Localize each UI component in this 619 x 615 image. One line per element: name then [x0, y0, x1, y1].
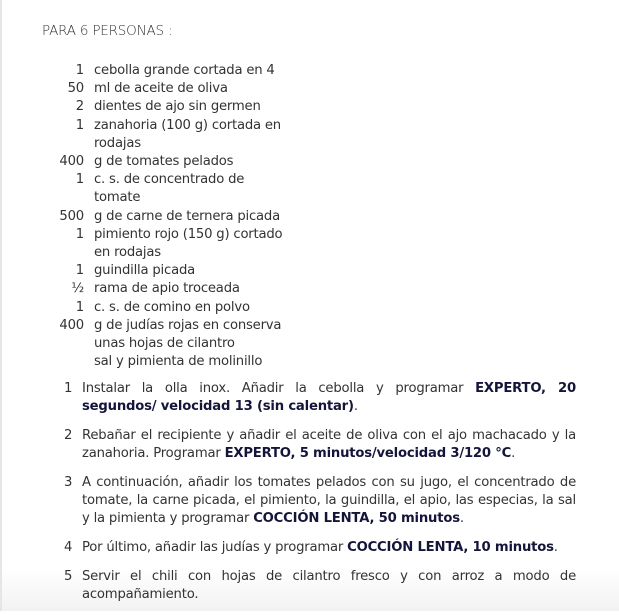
step-list: [58, 380, 576, 615]
servings-heading: PARA 6 PERSONAS :: [42, 23, 173, 39]
step-item: [58, 380, 576, 416]
ingredient-quantity: 400: [59, 154, 84, 170]
step-text: [82, 380, 576, 416]
ingredient-description: pimiento rojo (150 g) cortado en rodajas: [94, 226, 283, 261]
ingredient-item: [42, 62, 322, 80]
ingredient-item: [42, 208, 322, 226]
ingredient-description: g de judías rojas en conserva: [94, 317, 282, 333]
ingredient-quantity: 2: [75, 99, 84, 115]
step-text-end: .: [459, 511, 464, 526]
step-text: [82, 474, 576, 528]
ingredient-item: [42, 80, 322, 98]
step-text-end: .: [511, 446, 516, 461]
step-number: 4: [64, 540, 73, 555]
ingredient-quantity: 50: [67, 81, 84, 97]
ingredient-item: [42, 171, 322, 207]
ingredient-item: [42, 98, 322, 116]
step-text-end: .: [553, 540, 558, 555]
step-number: 1: [64, 381, 73, 396]
ingredient-description: c. s. de concentrado de tomate: [94, 172, 245, 206]
ingredient-item: [42, 153, 322, 171]
ingredient-quantity: 1: [75, 226, 84, 242]
ingredient-description: dientes de ajo sin germen: [94, 99, 261, 115]
step-text-end: .: [353, 399, 358, 414]
ingredient-description: g de tomates pelados: [94, 154, 234, 170]
step-item: [58, 474, 576, 528]
ingredient-description: sal y pimienta de molinillo: [94, 354, 263, 370]
ingredient-description: g de carne de ternera picada: [94, 208, 280, 224]
ingredient-quantity: 400: [59, 317, 84, 333]
ingredient-item: [42, 280, 322, 298]
step-text-regular: Servir el chili con hojas de cilantro fresco y con arroz a modo de acompañamiento.: [82, 569, 576, 602]
step-text-regular: Por último, añadir las judías y programar: [82, 540, 348, 555]
ingredient-quantity: [42, 353, 84, 371]
ingredient-item: [42, 299, 322, 317]
step-number: 5: [64, 569, 73, 584]
step-text: [82, 427, 576, 463]
step-number: 3: [64, 475, 73, 490]
ingredient-quantity: 1: [75, 172, 84, 188]
ingredient-item: [42, 353, 322, 371]
step-text: [82, 539, 576, 557]
ingredient-quantity: 1: [75, 117, 84, 133]
step-setting: EXPERTO, 5 minutos/velocidad 3/120 °C: [224, 446, 512, 461]
ingredient-quantity: 1: [75, 299, 84, 315]
ingredient-description: rama de apio troceada: [94, 281, 240, 297]
step-text-regular: Instalar la olla inox. Añadir la cebolla y programar: [82, 381, 476, 396]
step-item: [58, 568, 576, 604]
step-item: [58, 427, 576, 463]
step-text-regular: A continuación, añadir los tomates pelados con su jugo, el concentrado de tomate, la carne picada, el pimiento, la guindilla, el apio, las especias, la sal y la pimienta y programar: [82, 475, 576, 526]
ingredient-item: [42, 226, 322, 262]
ingredient-description: unas hojas de cilantro: [94, 336, 235, 352]
ingredient-item: [42, 262, 322, 280]
ingredient-quantity: ½: [71, 281, 84, 297]
step-setting: COCCIÓN LENTA, 10 minutos: [347, 540, 554, 555]
ingredient-quantity: 500: [59, 208, 84, 224]
ingredient-item: [42, 335, 322, 353]
ingredient-item: [42, 317, 322, 335]
step-setting: COCCIÓN LENTA, 50 minutos: [253, 511, 460, 526]
step-item: [58, 539, 576, 557]
step-text: [82, 568, 576, 604]
ingredient-description: guindilla picada: [94, 263, 196, 279]
ingredient-description: cebolla grande cortada en 4: [94, 63, 275, 78]
step-text-regular: Rebañar el recipiente y añadir el aceite de oliva con el ajo machacado y la zanahoria. Programar: [82, 428, 576, 461]
ingredient-quantity: 1: [75, 263, 84, 279]
ingredient-description: c. s. de comino en polvo: [94, 299, 250, 315]
ingredient-quantity: [42, 335, 84, 353]
ingredient-description: ml de aceite de oliva: [94, 81, 228, 97]
step-number: 2: [64, 428, 73, 443]
ingredient-quantity: 1: [75, 63, 84, 78]
ingredient-list: [42, 62, 322, 371]
ingredient-description: zanahoria (100 g) cortada en rodajas: [94, 117, 281, 151]
ingredient-item: [42, 117, 322, 153]
step-setting: EXPERTO, 20 segundos/ velocidad 13 (sin calentar): [82, 381, 576, 414]
